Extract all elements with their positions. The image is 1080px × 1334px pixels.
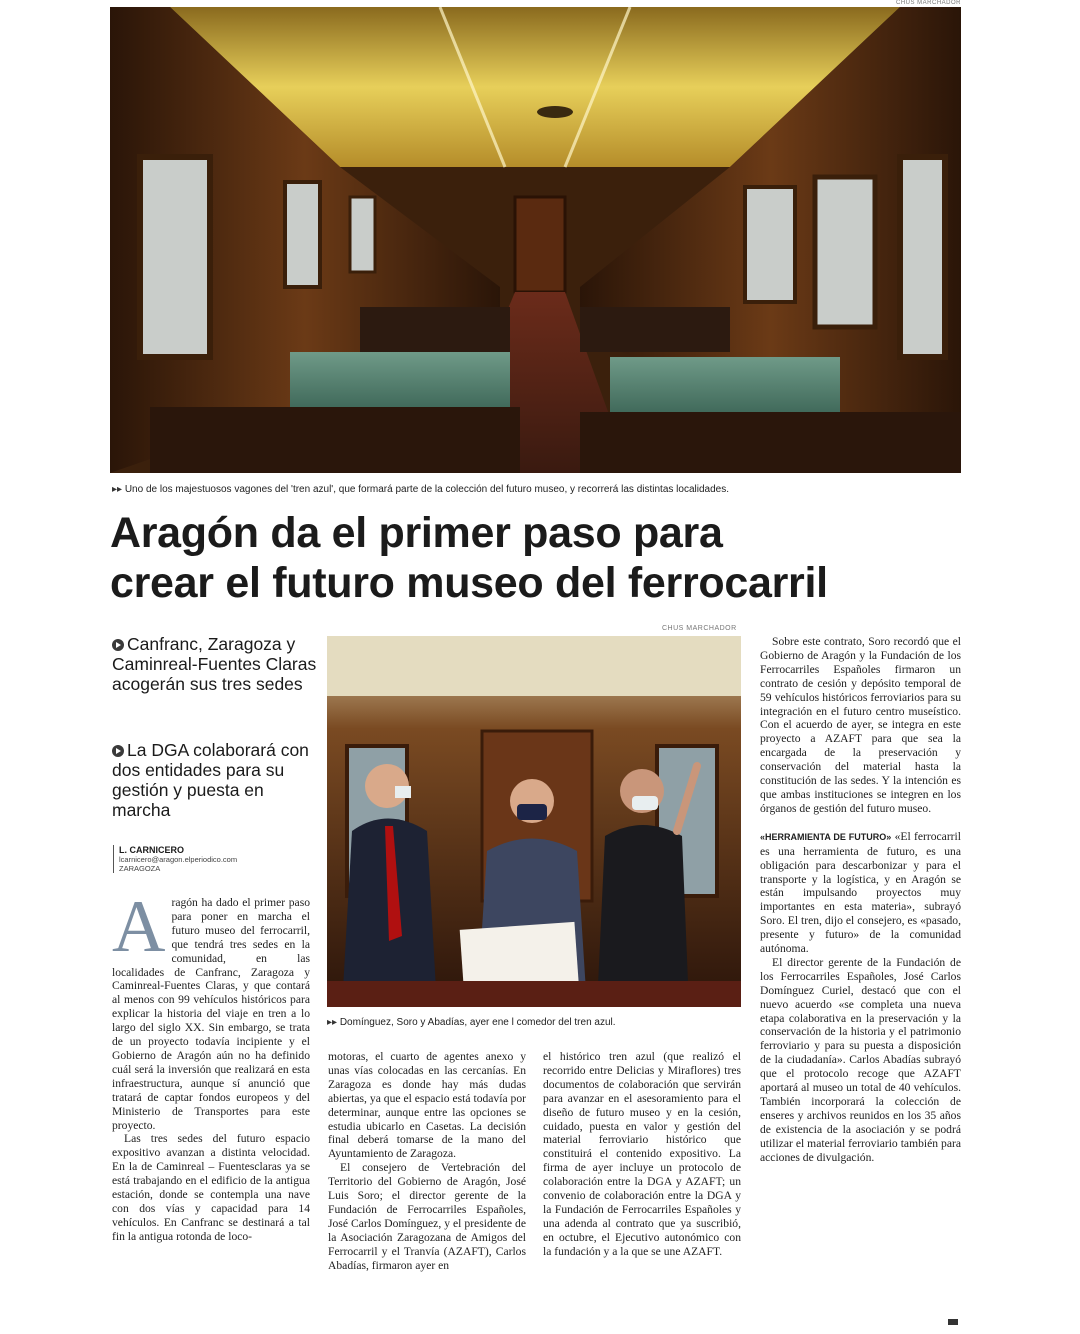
byline-email: lcarnicero@aragon.elperiodico.com bbox=[119, 855, 238, 864]
body-paragraph: El director gerente de la Fundación de los Ferrocarriles Españoles, José Carlos Domínguez Curiel, destacó que con el nuevo acuerdo «se completa una nueva etapa colaborativa en la preservación y la conservación de la historia y el patrimonio ferroviario y para su puesta a disposición de la ciudadanía». Carlos Abadías subrayó que el protocolo recoge que AZAFT aportará al museo un total de 40 vehículos. También incorporará la colección de enseres y archivos reunidos en los 35 años de existencia de la asociación y se podrá utilizar el material ferroviario también para acciones de divulgación. bbox=[760, 955, 961, 1164]
body-paragraph: motoras, el cuarto de agentes anexo y unas vías colocadas en las cercanías. En Zaragoza es donde hay más dudas abiertas, ya que el espacio está todavía por determinar, aunque entre las opciones se estudia ubicarlo en Casetas. La decisión final deberá tomarse de la mano del Ayuntamiento de Zaragoza. bbox=[328, 1050, 526, 1161]
headline-line-1: Aragón da el primer paso para bbox=[110, 509, 723, 557]
body-paragraph: Sobre este contrato, Soro recordó que el Gobierno de Aragón y la Fundación de los Ferrocarriles Españoles firmaron un contrato de cesión y depósito temporal de 59 vehículos históricos ferroviarios para su integración en el futuro centro museístico. Con el acuerdo de ayer, se integra en este proyecto a AZAFT para que sea la encargada de la preservación y conservación del material hasta la constitución de las sedes. Y la intención es que ambas instituciones se integren en los órganos de gestión del futuro museo. bbox=[760, 635, 961, 815]
caption-arrows-icon: ▸▸ bbox=[112, 484, 123, 495]
bullet-icon bbox=[112, 639, 124, 651]
byline bbox=[113, 845, 319, 873]
end-mark-icon bbox=[948, 1319, 958, 1325]
body-paragraph: «HERRAMIENTA DE FUTURO» «El ferrocarril es una herramienta de futuro, es una obligación para descarbonizar y para el transporte y la logística, y en Aragón se están impulsando proyectos muy importantes en esta materia», subrayó Soro. El tren, dijo el consejero, es «pasado, presente y futuro» de la comunidad autónoma. bbox=[760, 829, 961, 956]
summary-2: La DGA colaborará con dos entidades para su gestión y puesta en marcha bbox=[112, 740, 309, 820]
dropcap: A bbox=[112, 886, 166, 968]
train-carriage-illustration bbox=[110, 7, 961, 473]
body-column-2 bbox=[328, 1050, 526, 1273]
signing-photo-illustration bbox=[327, 636, 741, 1007]
second-photo-credit: CHUS MARCHADOR bbox=[662, 625, 737, 632]
top-photo-caption: ▸▸ Uno de los majestuosos vagones del 'tren azul', que formará parte de la colección del futuro museo, y recorrerá las distintas localidades. bbox=[112, 484, 729, 495]
body-column-1 bbox=[112, 886, 310, 1244]
headline bbox=[110, 508, 990, 608]
top-photo bbox=[110, 7, 961, 473]
body-paragraph: Las tres sedes del futuro espacio expositivo avanzan a distinta velocidad. En la de Caminreal – Fuentesclaras ya se está trabajando en el edificio de la antigua estación, donde se contempla una nave con dos vías y capacidad para 14 vehículos. En Canfranc se destinará a tal fin la antigua rotonda de loco- bbox=[112, 1132, 310, 1243]
caption-arrows-icon: ▸▸ bbox=[327, 1017, 338, 1028]
body-column-3 bbox=[543, 1050, 741, 1259]
headline-line-2: crear el futuro museo del ferrocarril bbox=[110, 559, 828, 607]
bullet-icon bbox=[112, 745, 124, 757]
byline-location: ZARAGOZA bbox=[119, 864, 161, 873]
side-heading: «HERRAMIENTA DE FUTURO» bbox=[760, 831, 892, 842]
summary-1: Canfranc, Zaragoza y Caminreal-Fuentes Claras acogerán sus tres sedes bbox=[112, 634, 317, 694]
body-column-4 bbox=[760, 635, 961, 1165]
top-photo-credit: CHUS MARCHADOR bbox=[895, 0, 961, 6]
second-photo bbox=[327, 636, 741, 1007]
body-paragraph: El consejero de Vertebración del Territorio del Gobierno de Aragón, José Luis Soro; el director gerente de la Fundación de Ferrocarriles Españoles, José Carlos Domínguez, y el presidente de la Asociación Zaragozana de Amigos del Ferrocarril y el Tranvía (AZAFT), Carlos Abadías, firmaron ayer en bbox=[328, 1161, 526, 1272]
body-paragraph: Aragón ha dado el primer paso para poner en marcha el futuro museo del ferrocarril, que tendrá tres sedes en la comunidad, en las localidades de Canfranc, Zaragoza y Caminreal-Fuentes Claras, y que contará al menos con 99 vehículos históricos para explicar la historia del viaje en tren a lo largo del siglo XX. Sin embargo, se trata de un proyecto todavía incipiente y el Gobierno de Aragón aún no ha definido cuál será la inversión que realizará en esta infraestructura, aunque sí anunció que tratará de captar fondos europeos y del Ministerio de Transportes para este proyecto. bbox=[112, 886, 310, 1132]
second-photo-caption: ▸▸ Domínguez, Soro y Abadías, ayer ene l comedor del tren azul. bbox=[327, 1017, 616, 1028]
body-paragraph: el histórico tren azul (que realizó el recorrido entre Delicias y Miraflores) tres documentos de colaboración que servirán para avanzar en el asesoramiento para el diseño de futuro museo y en la cesión, cuidado, puesta en valor y gestión del material ferroviario histórico que constituirá el contenido expositivo. La firma de ayer incluye un protocolo de colaboración entre la DGA y AZAFT; un convenio de colaboración entre la DGA y la Fundación de Ferrocarriles Españoles y una adenda al contrato que ya suscribió, en octubre, el Ejecutivo autonómico con la fundación y a la que se une AZAFT. bbox=[543, 1050, 741, 1258]
byline-author: L. CARNICERO bbox=[119, 845, 184, 855]
